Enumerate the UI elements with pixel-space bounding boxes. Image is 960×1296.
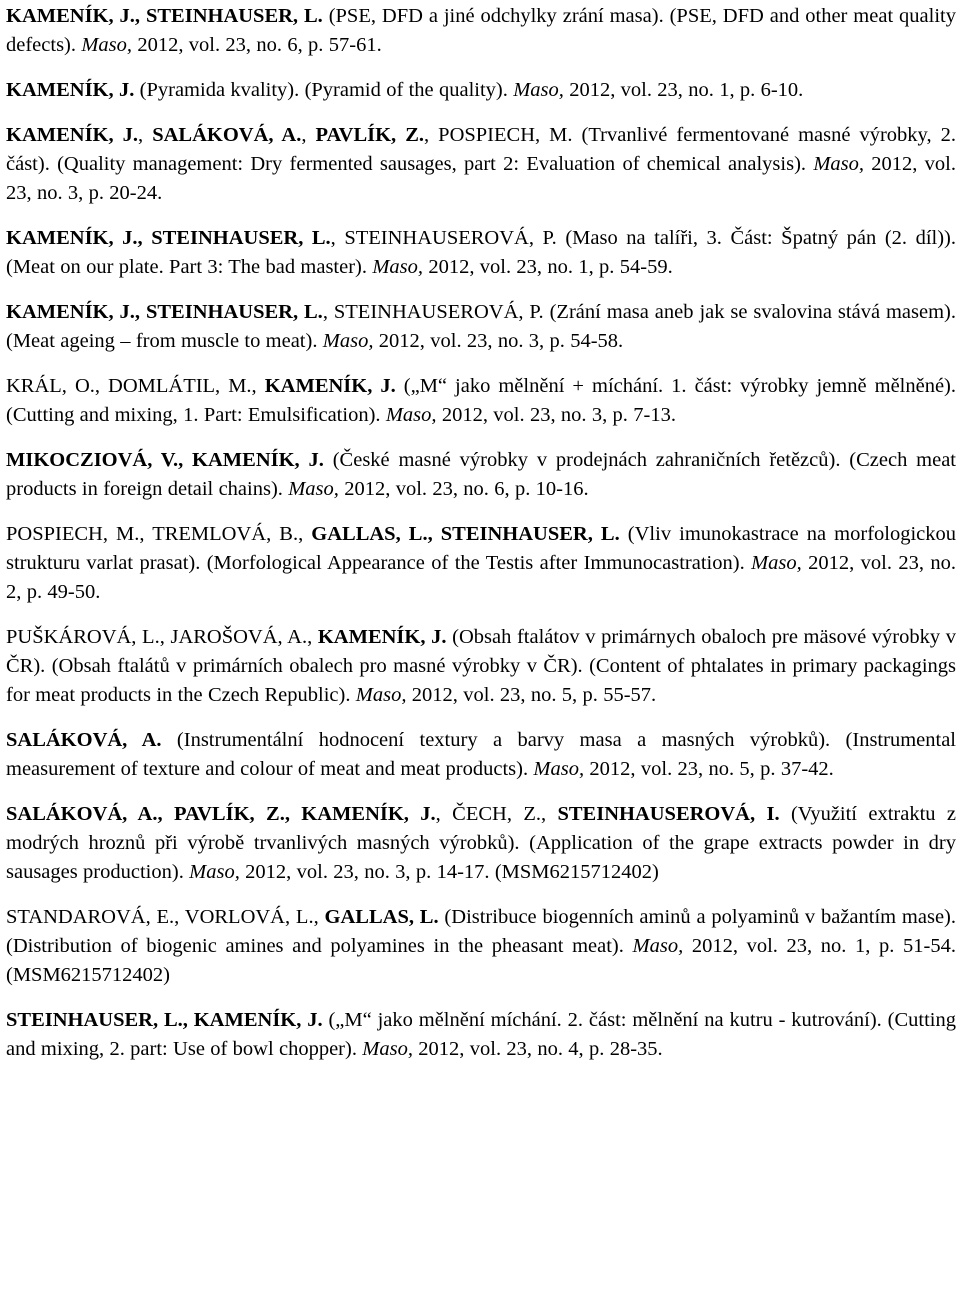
reference-entry <box>6 446 956 504</box>
author-name: PAVLÍK, Z. <box>315 124 425 146</box>
reference-entry <box>6 520 956 607</box>
reference-entry <box>6 224 956 282</box>
reference-entry <box>6 76 956 105</box>
reference-text: , POSPIECH, M. (Trvanlivé fermentované masné výrobky, 2. část). (Quality management: Dry fermented sausages, part 2: Evaluation of chemical analysis). <box>6 124 957 175</box>
reference-text: 2012, vol. 23, no. 3, p. 54-58. <box>373 330 624 352</box>
reference-text: 2012, vol. 23, no. 6, p. 57-61. <box>132 34 382 56</box>
reference-text: , ČECH, Z., <box>435 803 558 825</box>
reference-text: 2012, vol. 23, no. 3, p. 20-24. <box>6 153 956 204</box>
journal-name: Maso, <box>513 79 564 101</box>
reference-text: (Vliv imunokastrace na morfologickou strukturu varlat prasat). (Morfological Appearance of the Testis after Immunocastration). <box>6 523 957 574</box>
reference-text: 2012, vol. 23, no. 2, p. 49-50. <box>6 552 957 603</box>
author-name: GALLAS, L., STEINHAUSER, L. <box>311 523 620 545</box>
journal-name: Maso, <box>322 330 374 352</box>
journal-name: Maso, <box>533 758 585 780</box>
reference-list <box>6 0 956 1080</box>
author-name: KAMENÍK, J. <box>317 626 447 648</box>
journal-name: Maso, <box>385 404 437 426</box>
reference-text: POSPIECH, M., TREMLOVÁ, B., <box>6 523 312 545</box>
reference-entry <box>6 121 956 208</box>
reference-text: 2012, vol. 23, no. 1, p. 54-59. <box>423 256 673 278</box>
journal-name: Maso, <box>632 935 684 957</box>
reference-text: 2012, vol. 23, no. 3, p. 14-17. (MSM6215712402) <box>239 861 659 883</box>
author-name: STEINHAUSEROVÁ, I. <box>557 803 780 825</box>
reference-text: 2012, vol. 23, no. 1, p. 6-10. <box>563 79 804 101</box>
reference-text: , <box>301 124 316 146</box>
author-name: SALÁKOVÁ, A. <box>152 124 302 146</box>
reference-text: (Instrumentální hodnocení textury a barvy masa a masných výrobků). (Instrumental measurement of texture and colour of meat and meat products). <box>6 729 956 780</box>
reference-text: (České masné výrobky v prodejnách zahraničních řetězců). (Czech meat products in foreign detail chains). <box>6 449 956 500</box>
reference-entry <box>6 623 956 710</box>
author-name: SALÁKOVÁ, A. <box>6 729 162 751</box>
journal-name: Maso, <box>288 478 339 500</box>
reference-text: (Obsah ftalátov v primárnych obaloch pre mäsové výrobky v ČR). (Obsah ftalátů v primárních obalech pro masné výrobky v ČR). (Content of phtalates in primary packagings for meat products in the Czech Republic). <box>6 626 957 706</box>
reference-entry <box>6 726 956 784</box>
reference-entry <box>6 298 956 356</box>
reference-text: , STEINHAUSEROVÁ, P. (Zrání masa aneb jak se svalovina stává masem). (Meat ageing – from muscle to meat). <box>6 301 956 352</box>
reference-text: 2012, vol. 23, no. 5, p. 37-42. <box>584 758 834 780</box>
reference-text: 2012, vol. 23, no. 6, p. 10-16. <box>338 478 589 500</box>
author-name: KAMENÍK, J. <box>264 375 396 397</box>
journal-name: Maso, <box>81 34 133 56</box>
reference-text: (Využití extraktu z modrých hroznů při výrobě trvanlivých masných výrobků). (Application of the grape extracts powder in dry sausages production). <box>6 803 956 883</box>
journal-name: Maso, <box>813 153 864 175</box>
reference-text: STANDAROVÁ, E., VORLOVÁ, L., <box>6 906 325 928</box>
journal-name: Maso, <box>372 256 424 278</box>
reference-text: (Distribuce biogenních aminů a polyaminů v bažantím mase). (Distribution of biogenic amines and polyamines in the pheasant meat). <box>6 906 957 957</box>
reference-entry <box>6 2 956 60</box>
reference-entry <box>6 903 956 990</box>
author-name: SALÁKOVÁ, A., PAVLÍK, Z., KAMENÍK, J. <box>6 803 436 825</box>
author-name: GALLAS, L. <box>324 906 439 928</box>
reference-text: , <box>138 124 153 146</box>
reference-text: 2012, vol. 23, no. 5, p. 55-57. <box>406 684 657 706</box>
reference-text: („M“ jako mělnění + míchání. 1. část: výrobky jemně mělněné). (Cutting and mixing, 1. Part: Emulsification). <box>6 375 957 426</box>
journal-name: Maso, <box>362 1038 413 1060</box>
author-name: MIKOCZIOVÁ, V., KAMENÍK, J. <box>6 449 324 471</box>
reference-text: (PSE, DFD a jiné odchylky zrání masa). (PSE, DFD and other meat quality defects). <box>6 5 956 56</box>
reference-text: 2012, vol. 23, no. 4, p. 28-35. <box>412 1038 663 1060</box>
author-name: KAMENÍK, J., STEINHAUSER, L. <box>6 5 323 27</box>
reference-entry <box>6 1006 956 1064</box>
author-name: KAMENÍK, J., STEINHAUSER, L. <box>6 227 331 249</box>
reference-entry <box>6 800 956 887</box>
reference-text: („M“ jako mělnění míchání. 2. část: mělnění na kutru - kutrování). (Cutting and mixing, 2. part: Use of bowl chopper). <box>6 1009 956 1060</box>
author-name: KAMENÍK, J. <box>6 79 135 101</box>
reference-text: 2012, vol. 23, no. 3, p. 7-13. <box>436 404 676 426</box>
reference-text: (Pyramida kvality). (Pyramid of the quality). <box>134 79 514 101</box>
journal-name: Maso, <box>355 684 407 706</box>
reference-text: 2012, vol. 23, no. 1, p. 51-54. (MSM6215712402) <box>6 935 956 986</box>
reference-text: KRÁL, O., DOMLÁTIL, M., <box>6 375 265 397</box>
author-name: STEINHAUSER, L., KAMENÍK, J. <box>6 1009 323 1031</box>
journal-name: Maso, <box>189 861 240 883</box>
reference-text: , STEINHAUSEROVÁ, P. (Maso na talíři, 3. Část: Špatný pán (2. díl)). (Meat on our plate. Part 3: The bad master). <box>6 227 956 278</box>
reference-text: PUŠKÁROVÁ, L., JAROŠOVÁ, A., <box>6 626 318 648</box>
author-name: KAMENÍK, J., STEINHAUSER, L. <box>6 301 323 323</box>
author-name: KAMENÍK, J. <box>6 124 139 146</box>
reference-entry <box>6 372 956 430</box>
journal-name: Maso, <box>751 552 802 574</box>
